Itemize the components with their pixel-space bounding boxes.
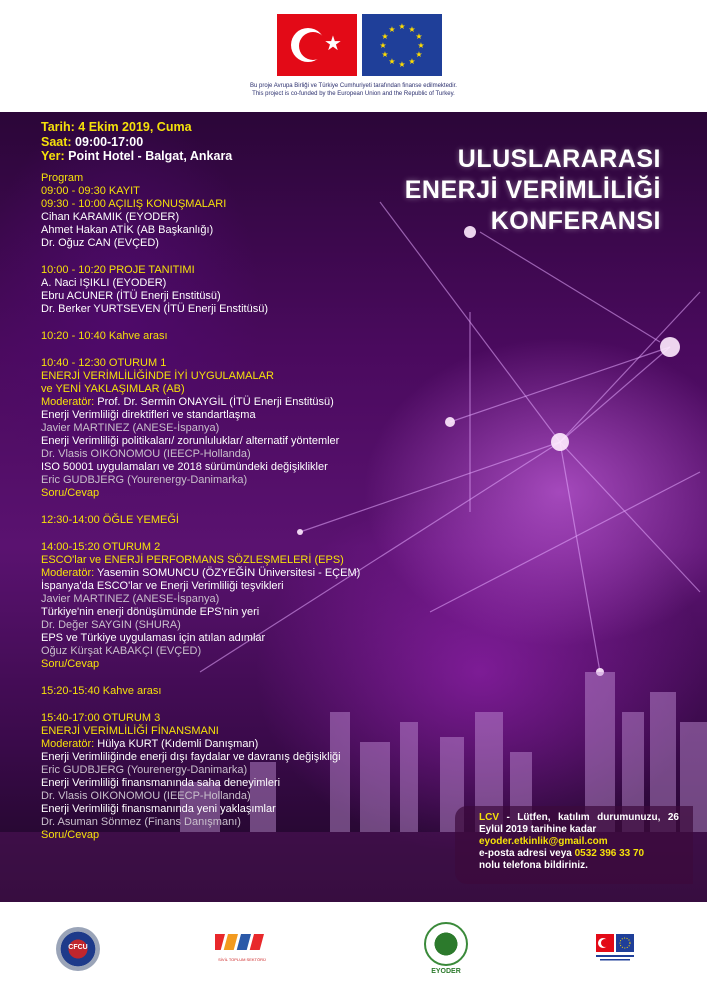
svg-text:★: ★ bbox=[408, 57, 416, 66]
eu-presidency-logo-icon bbox=[594, 924, 636, 966]
talk-title: Türkiye'nin enerji dönüşümünde EPS'nin yeri bbox=[41, 605, 260, 618]
svg-text:★: ★ bbox=[408, 25, 416, 34]
civil-society-logo-icon bbox=[215, 934, 269, 960]
rsvp-phone-line bbox=[479, 848, 679, 860]
place-value: Point Hotel - Balgat, Ankara bbox=[64, 149, 233, 163]
talk-speaker: Dr. Vlasis OIKONOMOU (IEECP-Hollanda) bbox=[41, 447, 251, 460]
talk-title: Enerji Verimliliğinde enerji dışı faydalar ve davranış değişikliği bbox=[41, 750, 341, 763]
rsvp-phone[interactable]: 0532 396 33 70 bbox=[574, 848, 645, 859]
rsvp-text: e-posta adresi veya bbox=[479, 848, 575, 859]
moderator-label: Moderatör: bbox=[41, 737, 95, 750]
coffee-break-1: 10:20 - 10:40 Kahve arası bbox=[41, 329, 168, 342]
date-value: 4 Ekim 2019, Cuma bbox=[74, 120, 192, 134]
header-banner bbox=[0, 0, 707, 112]
title-line-1: ULUSLARARASI bbox=[457, 145, 661, 173]
talk-speaker: Eric GUDBJERG (Yourenergy-Danimarka) bbox=[41, 763, 248, 776]
talk-title: Enerji Verimliliği finansmanında yeni yaklaşımlar bbox=[41, 802, 276, 815]
svg-text:★: ★ bbox=[388, 57, 396, 66]
session-1-title: ENERJİ VERİMLİLİĞİNDE İYİ UYGULAMALAR bbox=[41, 369, 274, 382]
poster-hero bbox=[0, 112, 707, 902]
rsvp-box bbox=[455, 806, 693, 884]
opening-speaker: Dr. Oğuz CAN (EVÇED) bbox=[41, 236, 159, 249]
place-line bbox=[41, 149, 461, 164]
program-opening: 09:30 - 10:00 AÇILIŞ KONUŞMALARI bbox=[41, 197, 227, 210]
svg-text:★: ★ bbox=[381, 50, 389, 59]
session-3-title: ENERJİ VERİMLİLİĞİ FİNANSMANI bbox=[41, 724, 219, 737]
cfcu-logo-text: CFCU bbox=[68, 944, 88, 951]
lunch-break: 12:30-14:00 ÖĞLE YEMEĞİ bbox=[41, 513, 179, 526]
time-value: 09:00-17:00 bbox=[71, 134, 144, 149]
talk-speaker: Oğuz Kürşat KABAKÇI (EVÇED) bbox=[41, 644, 202, 657]
eyoder-logo-text: EYODER bbox=[431, 968, 461, 975]
talk-title: Enerji Verimliliği direktifleri ve standartlaşma bbox=[41, 408, 256, 421]
eu-flag-icon bbox=[362, 14, 442, 76]
cfcu-logo-icon bbox=[56, 927, 100, 971]
opening-speaker: Cihan KARAMIK (EYODER) bbox=[41, 210, 180, 223]
funding-disclaimer bbox=[200, 82, 507, 98]
disclaimer-en: This project is co-funded by the European Union and the Republic of Turkey. bbox=[252, 91, 455, 97]
date-line bbox=[41, 120, 461, 135]
talk-speaker: Javier MARTINEZ (ANESE-İspanya) bbox=[41, 592, 220, 605]
time-line bbox=[41, 135, 461, 150]
rsvp-text: - Lütfen, katılım durumunuzu, 26 Eylül 2019 tarihine kadar bbox=[479, 812, 679, 835]
project-speaker: A. Naci IŞIKLI (EYODER) bbox=[41, 276, 167, 289]
svg-text:★: ★ bbox=[415, 32, 423, 41]
moderator-label: Moderatör: bbox=[41, 566, 95, 579]
rsvp-text: nolu telefona bildiriniz. bbox=[479, 860, 588, 871]
place-label: Yer: bbox=[41, 149, 65, 163]
talk-speaker: Javier MARTINEZ (ANESE-İspanya) bbox=[41, 421, 220, 434]
coffee-break-2: 15:20-15:40 Kahve arası bbox=[41, 684, 162, 697]
moderator-label: Moderatör: bbox=[41, 395, 95, 408]
project-speaker: Dr. Berker YURTSEVEN (İTÜ Enerji Enstitüsü) bbox=[41, 302, 268, 315]
session-1-time: 10:40 - 12:30 OTURUM 1 bbox=[41, 356, 167, 369]
project-speaker: Ebru ACUNER (İTÜ Enerji Enstitüsü) bbox=[41, 289, 221, 302]
opening-speaker: Ahmet Hakan ATİK (AB Başkanlığı) bbox=[41, 223, 214, 236]
eyoder-logo-icon bbox=[424, 922, 468, 975]
session-1-title: ve YENİ YAKLAŞIMLAR (AB) bbox=[41, 382, 185, 395]
svg-text:★: ★ bbox=[417, 41, 425, 50]
moderator-name: Yasemin SOMUNCU (ÖZYEĞİN Üniversitesi - EÇEM) bbox=[94, 566, 361, 579]
rsvp-email-link[interactable]: eyoder.etkinlik@gmail.com bbox=[479, 836, 608, 847]
date-label: Tarih: bbox=[41, 120, 75, 134]
talk-speaker: Dr. Vlasis OIKONOMOU (IEECP-Hollanda) bbox=[41, 789, 251, 802]
talk-title: Enerji Verimliliği politikaları/ zorunluluklar/ alternatif yöntemler bbox=[41, 434, 340, 447]
footer-logos bbox=[0, 902, 707, 1000]
program-content bbox=[41, 120, 461, 842]
qa-2: Soru/Cevap bbox=[41, 657, 100, 670]
svg-text:★: ★ bbox=[379, 41, 387, 50]
session-2-moderator bbox=[41, 567, 461, 580]
talk-title: EPS ve Türkiye uygulaması için atılan adımlar bbox=[41, 631, 266, 644]
turkey-flag-icon: ★ bbox=[277, 14, 357, 76]
rsvp-label: LCV bbox=[479, 812, 499, 823]
talk-title: İspanya'da ESCO'lar ve Enerji Verimliliği teşvikleri bbox=[41, 579, 284, 592]
title-line-3: KONFERANSI bbox=[490, 207, 661, 235]
title-line-2: ENERJİ VERİMLİLİĞİ bbox=[404, 176, 661, 204]
talk-speaker: Eric GUDBJERG (Yourenergy-Danimarka) bbox=[41, 473, 248, 486]
talk-title: ISO 50001 uygulamaları ve 2018 sürümündeki değişiklikler bbox=[41, 460, 328, 473]
svg-text:★: ★ bbox=[398, 22, 406, 31]
moderator-name: Prof. Dr. Sermin ONAYGİL (İTÜ Enerji Enstitüsü) bbox=[94, 395, 334, 408]
time-label: Saat: bbox=[41, 134, 72, 149]
program-project-intro: 10:00 - 10:20 PROJE TANITIMI bbox=[41, 263, 195, 276]
session-2-time: 14:00-15:20 OTURUM 2 bbox=[41, 540, 161, 553]
civil-logo-text: SİVİL TOPLUM SEKTÖRÜ bbox=[218, 957, 266, 962]
session-3-time: 15:40-17:00 OTURUM 3 bbox=[41, 711, 161, 724]
session-1-moderator bbox=[41, 396, 461, 409]
talk-title: Enerji Verimliliği finansmanında saha deneyimleri bbox=[41, 776, 281, 789]
talk-speaker: Dr. Asuman Sönmez (Finans Danışmanı) bbox=[41, 815, 241, 828]
qa-3: Soru/Cevap bbox=[41, 828, 100, 841]
session-3-moderator bbox=[41, 738, 461, 751]
svg-text:★: ★ bbox=[398, 60, 406, 69]
session-2-title: ESCO'lar ve ENERJİ PERFORMANS SÖZLEŞMELERİ (EPS) bbox=[41, 553, 344, 566]
program-heading: Program bbox=[41, 171, 84, 184]
talk-speaker: Dr. Değer SAYGIN (SHURA) bbox=[41, 618, 181, 631]
svg-text:★: ★ bbox=[388, 25, 396, 34]
qa-1: Soru/Cevap bbox=[41, 486, 100, 499]
moderator-name: Hülya KURT (Kıdemli Danışman) bbox=[94, 737, 259, 750]
program-registration: 09:00 - 09:30 KAYIT bbox=[41, 184, 140, 197]
svg-text:★: ★ bbox=[415, 50, 423, 59]
svg-text:★: ★ bbox=[381, 32, 389, 41]
disclaimer-tr: Bu proje Avrupa Birliği ve Türkiye Cumhuriyeti tarafından finanse edilmektedir. bbox=[250, 83, 457, 89]
